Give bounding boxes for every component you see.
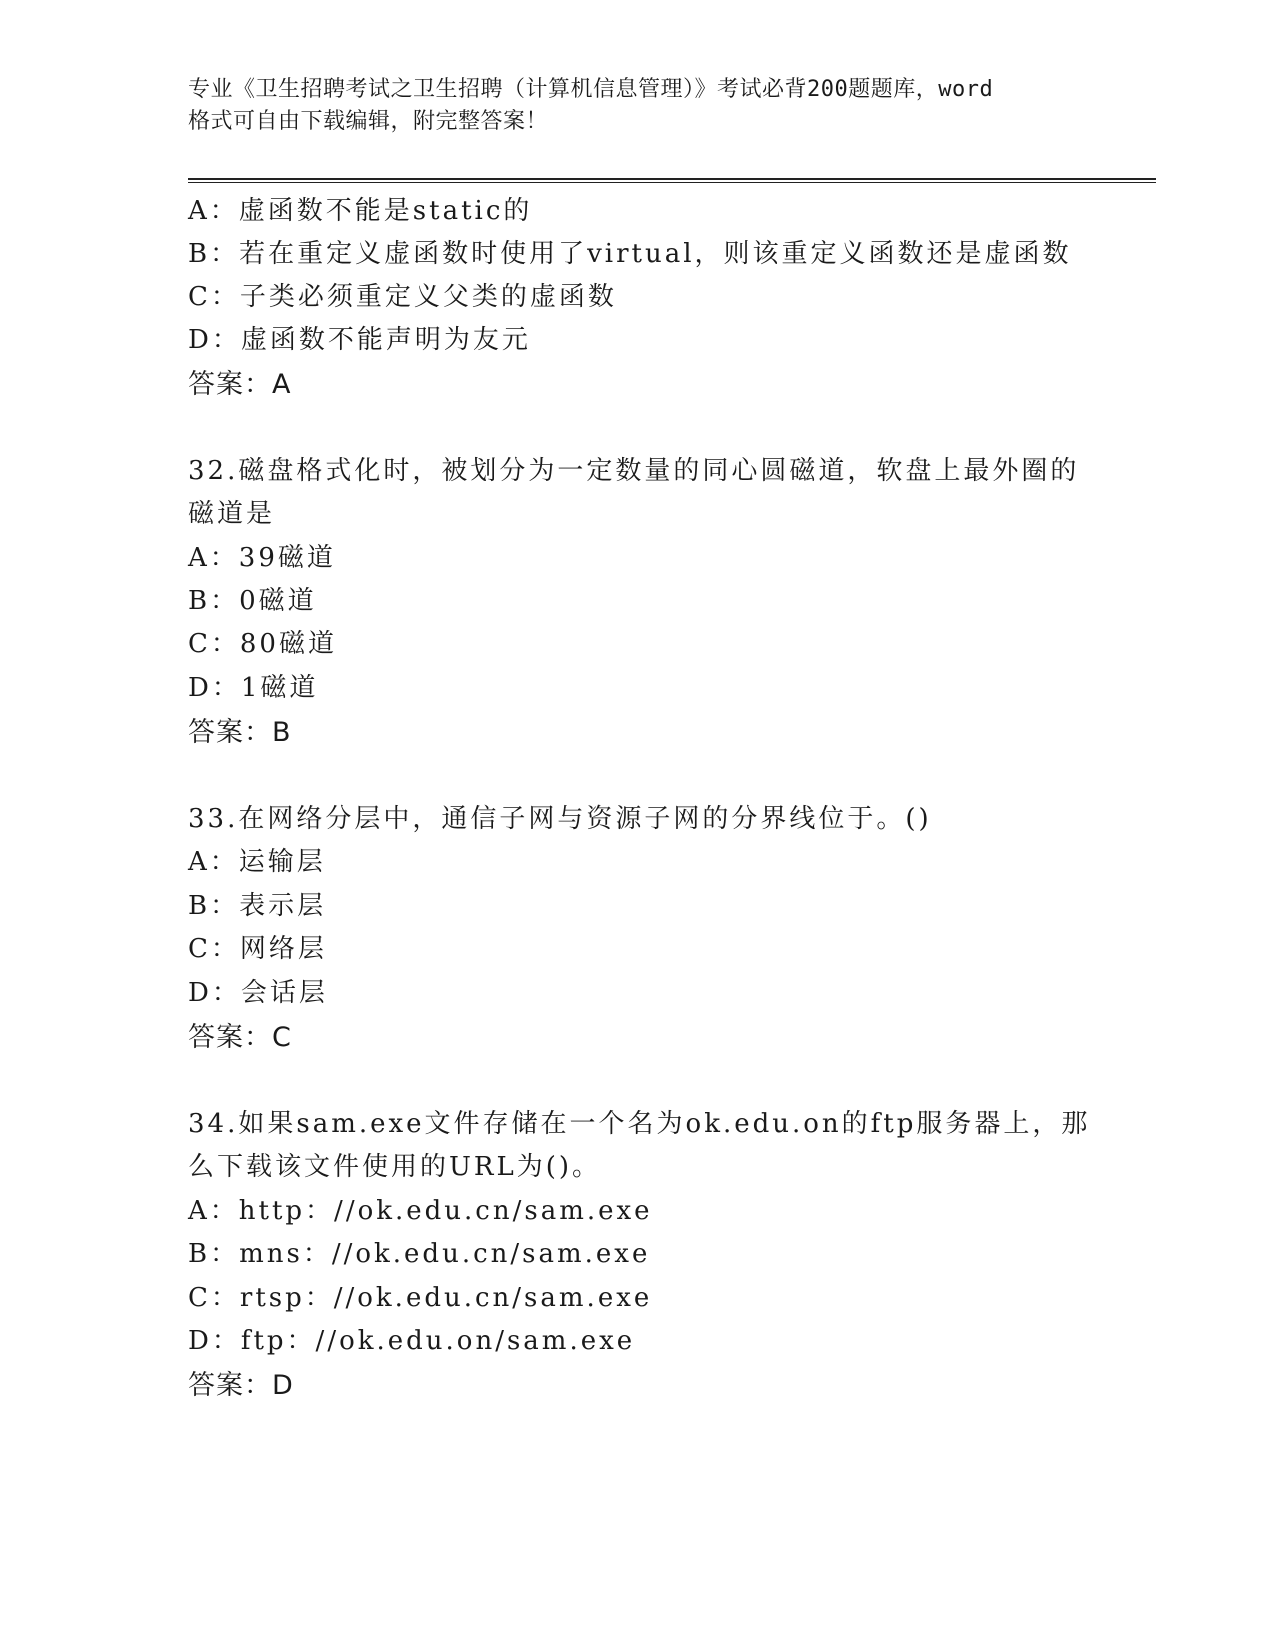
q32-stem-line-1: 32.磁盘格式化时，被划分为一定数量的同心圆磁道，软盘上最外圈的 [188,456,1080,486]
q31-option-d: D：虚函数不能声明为友元 [188,325,531,355]
q32-option-d: D：1磁道 [188,673,319,703]
q31-option-c: C：子类必须重定义父类的虚函数 [188,282,617,312]
q34-option-c: C：rtsp：//ok.edu.cn/sam.exe [188,1283,653,1313]
q31-answer: 答案：A [188,369,292,400]
q33-option-d: D：会话层 [188,978,328,1008]
q31-option-a: A：虚函数不能是static的 [188,196,533,226]
q32-option-c: C：80磁道 [188,629,337,659]
q34-option-b: B：mns：//ok.edu.cn/sam.exe [188,1239,651,1269]
q32-option-a: A：39磁道 [188,543,336,573]
q32-stem-line-2: 磁道是 [188,499,276,529]
header-divider [188,178,1156,183]
q33-option-a: A：运输层 [188,847,326,877]
q33-option-b: B：表示层 [188,891,327,921]
q34-stem-line-2: 么下载该文件使用的URL为()。 [188,1152,602,1182]
q34-option-d: D：ftp：//ok.edu.on/sam.exe [188,1326,636,1356]
q34-option-a: A：http：//ok.edu.cn/sam.exe [188,1196,653,1226]
q34-answer: 答案：D [188,1370,294,1401]
document-header [188,74,1088,138]
q32-option-b: B：0磁道 [188,586,317,616]
q32-answer: 答案：B [188,717,292,748]
q33-option-c: C：网络层 [188,934,327,964]
q31-option-b: B：若在重定义虚函数时使用了virtual，则该重定义函数还是虚函数 [188,239,1072,269]
q33-stem-line-1: 33.在网络分层中，通信子网与资源子网的分界线位于。() [188,804,932,834]
header-title-line-1: 专业《卫生招聘考试之卫生招聘（计算机信息管理）》考试必背200题题库，word [188,77,994,102]
header-title-line-2: 格式可自由下载编辑，附完整答案！ [188,109,549,134]
q33-answer: 答案：C [188,1022,292,1053]
q34-stem-line-1: 34.如果sam.exe文件存储在一个名为ok.edu.on的ftp服务器上，那 [188,1109,1091,1139]
